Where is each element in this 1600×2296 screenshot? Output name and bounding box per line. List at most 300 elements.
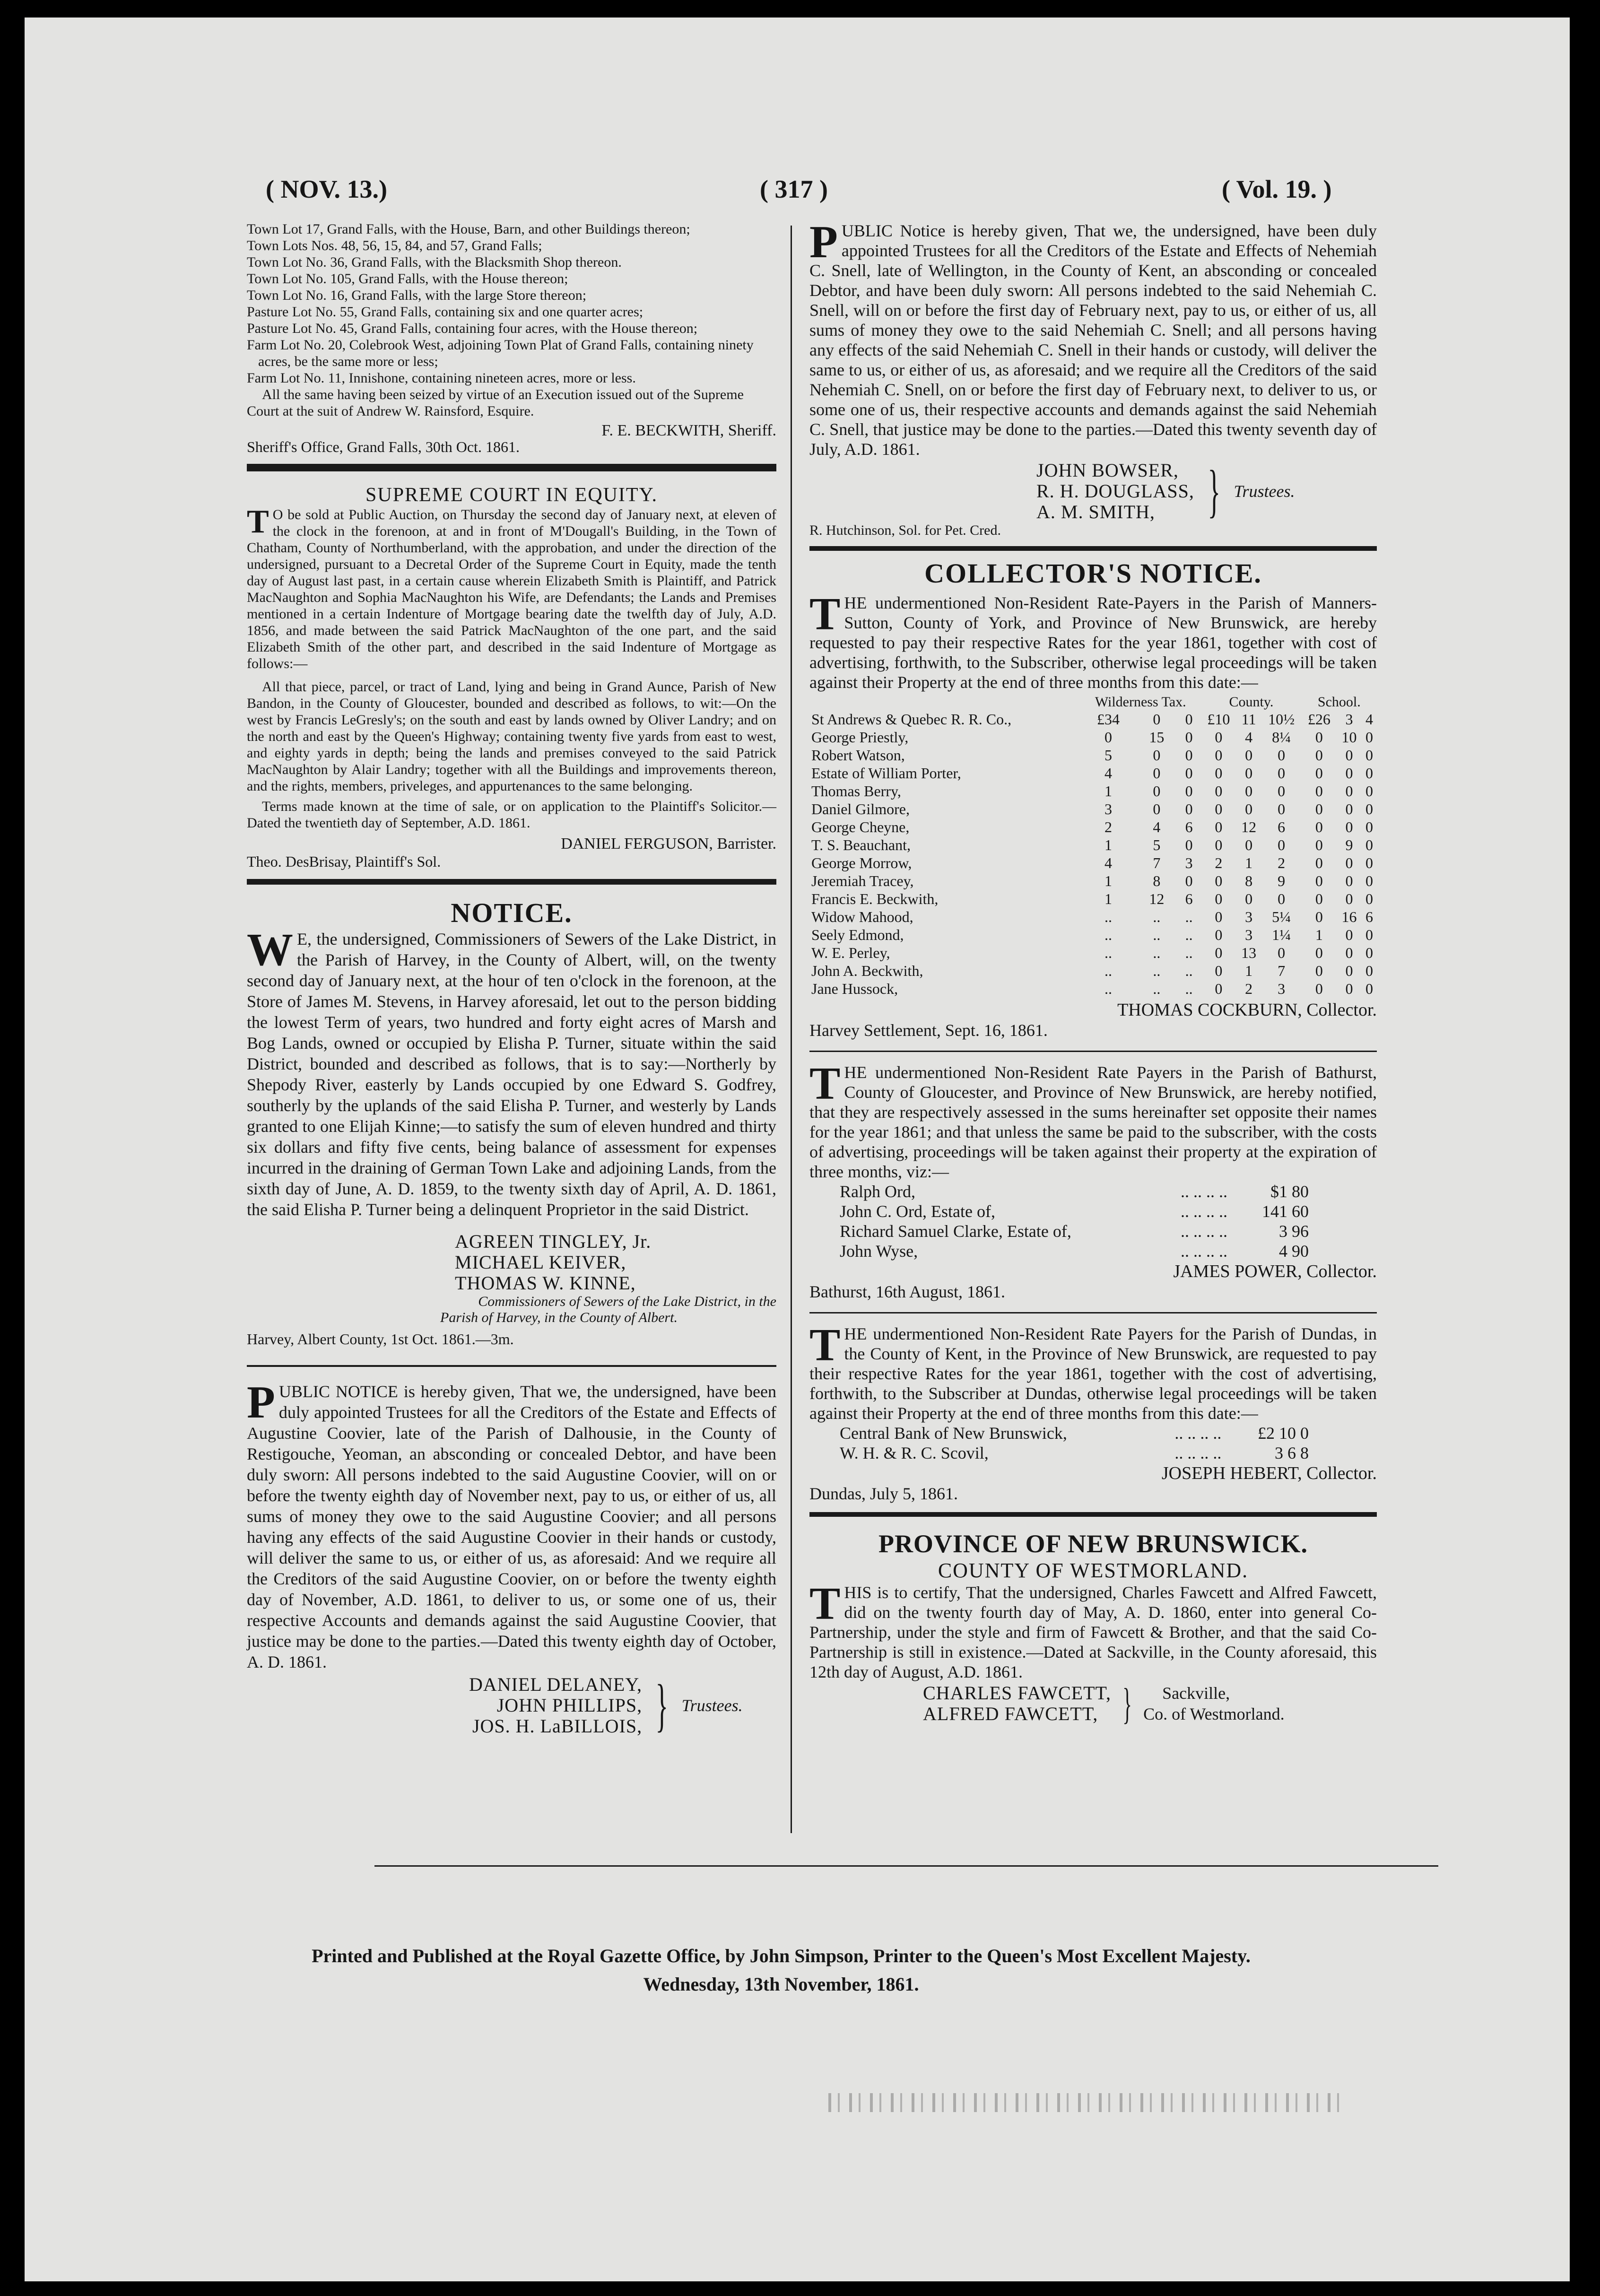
- rate-amount: 16: [1341, 908, 1357, 925]
- notice-body: HE undermentioned Non-Resident Rate-Payers in the Parish of Manners-Sutton, County of York, and Province of New Brunswick, are hereby requested to pay their respective Rates for the year 1861, together with cost of advertising, forthwith, to the Subscriber, otherwise legal proceedings will be taken against their Property at the end of three months from this date:—: [809, 593, 1377, 692]
- rate-amount: 3 6 8: [1275, 1444, 1309, 1462]
- sale-item: Town Lot 17, Grand Falls, with the House, Barn, and other Buildings thereon;: [247, 221, 690, 237]
- ratepayer-name: Central Bank of New Brunswick,: [840, 1424, 1067, 1443]
- table-row: [809, 872, 1377, 890]
- table-row: [809, 782, 1377, 800]
- bathurst-notice: [809, 1058, 1377, 1302]
- table-row: [809, 962, 1377, 980]
- rate-amount: ..: [1153, 908, 1161, 925]
- signer-name: AGREEN TINGLEY, Jr.: [455, 1231, 652, 1252]
- rate-amount: 0: [1365, 782, 1374, 800]
- bathurst-rates-table: [838, 1182, 1311, 1261]
- rate-amount: 0: [1345, 800, 1353, 818]
- rate-amount: 0: [1365, 926, 1374, 943]
- rate-amount: 3 96: [1279, 1222, 1309, 1241]
- rate-amount: 0: [1185, 782, 1193, 800]
- trustees-block: [469, 1674, 776, 1737]
- collector-signature: JAMES POWER, Collector.: [1173, 1261, 1377, 1281]
- commissioners-title: Parish of Harvey, in the County of Albert.: [440, 1310, 678, 1325]
- rate-amount: 0: [1315, 890, 1323, 907]
- rate-amount: 0: [1365, 872, 1374, 889]
- drop-cap: T: [809, 1058, 841, 1109]
- ratepayer-name: Ralph Ord,: [840, 1182, 915, 1201]
- rate-amount: 0: [1365, 944, 1374, 961]
- sheriff-dateline: Sheriff's Office, Grand Falls, 30th Oct. 1861.: [247, 438, 520, 455]
- rate-amount: 0: [1278, 890, 1286, 907]
- rate-amount: ..: [1185, 962, 1193, 979]
- rate-amount: 0: [1345, 944, 1353, 961]
- rate-amount: 0: [1185, 872, 1193, 889]
- rate-amount: 0: [1345, 818, 1353, 835]
- leader-dots: .. .. .. ..: [1181, 1202, 1228, 1221]
- rate-amount: 1: [1104, 872, 1113, 889]
- leader-dots: .. .. .. ..: [1181, 1242, 1228, 1261]
- rate-amount: 6: [1185, 818, 1193, 835]
- trustee-name: JOHN PHILLIPS,: [496, 1695, 643, 1716]
- sheriff-sale-notice: [247, 221, 776, 455]
- rate-amount: 0: [1245, 800, 1253, 818]
- rate-amount: 0: [1345, 746, 1353, 764]
- collector-signature: THOMAS COCKBURN, Collector.: [1117, 1000, 1377, 1020]
- rate-amount: 0: [1215, 836, 1223, 853]
- rate-amount: 0: [1185, 728, 1193, 746]
- section-rule: [809, 1512, 1377, 1517]
- rate-amount: ..: [1104, 926, 1113, 943]
- rate-amount: 0: [1215, 944, 1223, 961]
- partner-place: Sackville,: [1162, 1684, 1230, 1703]
- rate-amount: 0: [1245, 890, 1253, 907]
- rate-amount: ..: [1153, 944, 1161, 961]
- rate-amount: 11: [1241, 710, 1256, 728]
- rate-amount: 1: [1245, 854, 1253, 871]
- commissioners-title: Commissioners of Sewers of the Lake District, in the: [478, 1294, 776, 1309]
- drop-cap: T: [247, 504, 269, 540]
- table-row: [809, 818, 1377, 836]
- rate-amount: 0: [1315, 944, 1323, 961]
- rate-amount: 0: [1215, 908, 1223, 925]
- notice-body: Terms made known at the time of sale, or on application to the Plaintiff's Solicitor.—Dated the twentieth day of September, A.D. 1861.: [247, 799, 776, 831]
- rate-amount: 0: [1215, 980, 1223, 997]
- rate-amount: 0: [1153, 764, 1161, 782]
- rate-amount: ..: [1104, 908, 1113, 925]
- sale-item: Town Lots Nos. 48, 56, 15, 84, and 57, Grand Falls;: [247, 238, 542, 253]
- drop-cap: P: [809, 217, 838, 268]
- ratepayer-name: Widow Mahood,: [811, 908, 913, 925]
- rate-amount: 12: [1149, 890, 1165, 907]
- table-row: [809, 764, 1377, 782]
- rate-amount: 0: [1315, 782, 1323, 800]
- rate-amount: 0: [1315, 854, 1323, 871]
- rate-amount: 3: [1185, 854, 1193, 871]
- section-rule: [809, 1051, 1377, 1052]
- rate-amount: 3: [1245, 926, 1253, 943]
- rate-amount: 0: [1104, 728, 1113, 746]
- rate-amount: 8: [1245, 872, 1253, 889]
- table-row: [838, 1443, 1311, 1463]
- rate-amount: 6: [1185, 890, 1193, 907]
- rate-amount: 0: [1315, 728, 1323, 746]
- ratepayer-name: George Morrow,: [811, 854, 912, 871]
- leader-dots: .. .. .. ..: [1181, 1222, 1228, 1241]
- rate-amount: 4: [1365, 710, 1374, 728]
- section-rule: [809, 546, 1377, 551]
- ratepayer-name: Daniel Gilmore,: [811, 800, 910, 818]
- ratepayer-name: John Wyse,: [840, 1242, 918, 1261]
- table-header-row: [809, 694, 1377, 710]
- table-row: [838, 1201, 1311, 1221]
- rate-amount: 0: [1278, 746, 1286, 764]
- rate-amount: 6: [1365, 908, 1374, 925]
- drop-cap: T: [809, 1320, 841, 1371]
- left-column: [247, 221, 776, 1737]
- rate-amount: 0: [1185, 764, 1193, 782]
- partner-name: CHARLES FAWCETT,: [923, 1682, 1111, 1704]
- bottom-rule: [374, 1865, 1438, 1867]
- ratepayer-name: John C. Ord, Estate of,: [840, 1202, 995, 1221]
- section-subheading: COUNTY OF WESTMORLAND.: [938, 1559, 1249, 1582]
- notice-body: O be sold at Public Auction, on Thursday the second day of January next, at eleven of the clock in the forenoon, at and in front of M'Dougall's Building, in the Town of Chatham, County of Northumberland, with the approbation, and under the direction of the undersigned, pursuant to a Decretal Order of the Supreme Court in Equity, made the tenth day of August last past, in a certain cause wherein Elizabeth Smith is Plaintiff, and Patrick MacNaughton and Sophia MacNaughton his Wife, are Defendants; the Lands and Premises mentioned in a certain Indenture of Mortgage bearing date the twelfth day of July, A.D. 1856, and made between the said Patrick MacNaughton of the one part, and the said Elizabeth Smith of the other part, and described in the said Indenture of Mortgage as follows:—: [247, 507, 776, 671]
- rate-amount: 0: [1365, 836, 1374, 853]
- table-row: [809, 854, 1377, 872]
- rate-amount: 0: [1185, 836, 1193, 853]
- rate-amount: 5¼: [1272, 908, 1291, 925]
- brace-glyph: }: [655, 1673, 669, 1738]
- rate-amount: ..: [1185, 926, 1193, 943]
- trustee-name: JOS. H. LaBILLOIS,: [472, 1715, 643, 1737]
- rate-amount: 0: [1345, 782, 1353, 800]
- sale-item: Farm Lot No. 11, Innishone, containing nineteen acres, more or less.: [247, 370, 636, 386]
- rate-amount: 0: [1365, 764, 1374, 782]
- rate-amount: 1: [1245, 962, 1253, 979]
- leader-dots: .. .. .. ..: [1174, 1424, 1222, 1443]
- rate-amount: 0: [1215, 728, 1223, 746]
- rate-amount: 10: [1341, 728, 1357, 746]
- table-row: [809, 728, 1377, 746]
- rate-amount: ..: [1185, 944, 1193, 961]
- rate-amount: 1: [1315, 926, 1323, 943]
- table-row: [809, 800, 1377, 818]
- rate-amount: 3: [1245, 908, 1253, 925]
- collector-notice: [809, 557, 1377, 1040]
- rate-amount: 5: [1104, 746, 1113, 764]
- section-rule: [809, 1312, 1377, 1313]
- rate-amount: 0: [1345, 962, 1353, 979]
- bleed-through-marks: [828, 2093, 1348, 2112]
- rate-amount: 0: [1245, 764, 1253, 782]
- sale-item: Pasture Lot No. 55, Grand Falls, containing six and one quarter acres;: [247, 304, 643, 320]
- rate-amount: 4 90: [1279, 1242, 1309, 1261]
- brace-glyph: }: [1208, 459, 1221, 523]
- rate-amount: 1¼: [1272, 926, 1291, 943]
- volume-number: ( Vol. 19. ): [1222, 175, 1332, 203]
- rate-amount: 13: [1241, 944, 1257, 961]
- rate-amount: $1 80: [1270, 1182, 1309, 1201]
- rate-amount: 0: [1215, 818, 1223, 835]
- column-header: Wilderness Tax.: [1095, 694, 1186, 710]
- partner-name: ALFRED FAWCETT,: [923, 1703, 1098, 1724]
- drop-cap: T: [809, 589, 841, 640]
- rate-amount: 0: [1215, 746, 1223, 764]
- rate-amount: 0: [1365, 818, 1374, 835]
- table-row: [809, 944, 1377, 962]
- rate-amount: 0: [1315, 872, 1323, 889]
- rate-amount: 0: [1215, 764, 1223, 782]
- rate-amount: 1: [1104, 836, 1113, 853]
- rate-amount: 9: [1278, 872, 1286, 889]
- sale-closing: All the same having been seized by virtue of an Execution issued out of the Supreme Court at the suit of Andrew W. Rainsford, Esquire.: [247, 387, 744, 419]
- rates-table: [809, 694, 1377, 998]
- table-row: [838, 1221, 1311, 1241]
- section-heading: COLLECTOR'S NOTICE.: [924, 558, 1262, 589]
- rate-amount: 0: [1315, 800, 1323, 818]
- notice-body: HE undermentioned Non-Resident Rate Payers for the Parish of Dundas, in the County of Kent, in the Province of New Brunswick, are requested to pay their respective Rates for the year 1861, together with the cost of advertising, forthwith, to the Subscriber at Dundas, otherwise legal proceedings will be taken against their Property at the end of three months from this date:—: [809, 1324, 1377, 1423]
- rate-amount: 0: [1215, 782, 1223, 800]
- section-heading: SUPREME COURT IN EQUITY.: [365, 484, 658, 506]
- notice-body: E, the undersigned, Commissioners of Sewers of the Lake District, in the Parish of Harvey, in the County of Albert, will, on the twenty second day of January next, at the hour of ten o'clock in the forenoon, at the Store of James M. Stevens, in Harvey aforesaid, let out to the person bidding the lowest Term of years, two hundred and forty eight acres of Marsh and Bog Lands, owned or occupied by Elisha P. Turner, situate within the said District, bounded and described as follows, that is to say:—Northerly by Shepody River, easterly by Lands occupied by one Edward S. Godfrey, southerly by the uplands of the said Elisha P. Turner, and westerly by Lands granted to one Elijah Kinne;—to satisfy the sum of eleven hundred and thirty six dollars and fifty five cents, being balance of assessment for expenses incurred in the draining of German Town Lake and adjoining Lands, from the sixth day of June, A. D. 1859, to the twenty sixth day of April, A. D. 1861, the said Elisha P. Turner being a delinquent Proprietor in the said District.: [247, 930, 776, 1219]
- rate-amount: 0: [1345, 764, 1353, 782]
- dundas-notice: [809, 1320, 1377, 1504]
- partners-signature: [923, 1679, 1377, 1728]
- sewers-notice: [247, 897, 776, 1348]
- rate-amount: ..: [1185, 908, 1193, 925]
- rate-amount: 0: [1185, 800, 1193, 818]
- ratepayer-name: Jane Hussock,: [811, 980, 898, 997]
- rate-amount: 12: [1241, 818, 1257, 835]
- rate-amount: 4: [1104, 854, 1113, 871]
- notice-body: HE undermentioned Non-Resident Rate Payers in the Parish of Bathurst, County of Gloucester, and Province of New Brunswick, are hereby notified, that they are respectively assessed in the sums hereinafter set opposite their names for the year 1861; and that unless the same be paid to the subscriber, with the costs of advertising, proceedings will be taken against their property at the expiration of three months, viz:—: [809, 1063, 1377, 1181]
- rate-amount: 0: [1153, 800, 1161, 818]
- column-header: County.: [1229, 694, 1274, 710]
- rate-amount: 0: [1365, 800, 1374, 818]
- ratepayer-name: George Priestly,: [811, 728, 909, 746]
- rate-amount: 1: [1104, 782, 1113, 800]
- rate-amount: 0: [1365, 962, 1374, 979]
- sale-item: Farm Lot No. 20, Colebrook West, adjoining Town Plat of Grand Falls, containing ninety acres, be the same more or less;: [247, 337, 754, 369]
- section-rule: [247, 464, 776, 471]
- rate-amount: 0: [1278, 800, 1286, 818]
- ratepayer-name: W. E. Perley,: [811, 944, 890, 961]
- sale-item: Town Lot No. 16, Grand Falls, with the large Store thereon;: [247, 287, 587, 303]
- rate-amount: £2 10 0: [1258, 1424, 1309, 1443]
- trustees-label: Trustees.: [1234, 482, 1295, 501]
- table-row: [809, 836, 1377, 854]
- rate-amount: 0: [1315, 746, 1323, 764]
- rate-amount: 10½: [1268, 710, 1295, 728]
- rate-amount: 0: [1365, 890, 1374, 907]
- signer-name: MICHAEL KEIVER,: [455, 1252, 626, 1273]
- rate-amount: ..: [1185, 980, 1193, 997]
- right-column: [809, 217, 1377, 1728]
- rate-amount: 2: [1245, 980, 1253, 997]
- rate-amount: 0: [1215, 800, 1223, 818]
- collector-dateline: Harvey Settlement, Sept. 16, 1861.: [809, 1021, 1048, 1040]
- sale-item: Town Lot No. 105, Grand Falls, with the House thereon;: [247, 271, 568, 287]
- section-rule: [247, 1365, 776, 1367]
- ratepayer-name: Jeremiah Tracey,: [811, 872, 914, 889]
- section-rule: [247, 879, 776, 885]
- dundas-rates-table: [838, 1423, 1311, 1463]
- rate-amount: 0: [1278, 782, 1286, 800]
- rate-amount: 0: [1315, 980, 1323, 997]
- rate-amount: 0: [1365, 746, 1374, 764]
- rate-amount: ..: [1104, 980, 1113, 997]
- barrister-signature: DANIEL FERGUSON, Barrister.: [561, 835, 776, 852]
- ratepayer-name: George Cheyne,: [811, 818, 910, 835]
- page-number: ( 317 ): [760, 175, 828, 203]
- rate-amount: 2: [1278, 854, 1286, 871]
- rate-amount: 4: [1153, 818, 1161, 835]
- running-head: [25, 174, 1570, 208]
- table-row: [838, 1182, 1311, 1201]
- rate-amount: 15: [1149, 728, 1165, 746]
- rate-amount: 2: [1215, 854, 1223, 871]
- rate-amount: 0: [1315, 764, 1323, 782]
- rate-amount: £26: [1307, 710, 1330, 728]
- sale-item: Pasture Lot No. 45, Grand Falls, containing four acres, with the House thereon;: [247, 321, 698, 336]
- rate-amount: 0: [1153, 710, 1161, 728]
- notice-body: HIS is to certify, That the undersigned, Charles Fawcett and Alfred Fawcett, did on the twenty fourth day of May, A. D. 1860, enter into general Co-Partnership, under the style and firm of Fawcett & Brother, and that the said Co-Partnership is still in existence.—Dated at Sackville, in the County aforesaid, this 12th day of August, A.D. 1861.: [809, 1583, 1377, 1681]
- rate-amount: 9: [1345, 836, 1353, 853]
- trustees-label: Trustees.: [681, 1696, 743, 1715]
- ratepayer-name: T. S. Beauchant,: [811, 836, 911, 853]
- imprint-date: Wednesday, 13th November, 1861.: [643, 1974, 919, 1995]
- table-row: [809, 710, 1377, 728]
- rate-amount: 7: [1153, 854, 1161, 871]
- rate-amount: ..: [1153, 980, 1161, 997]
- rate-amount: 0: [1245, 782, 1253, 800]
- drop-cap: P: [247, 1377, 275, 1428]
- rate-amount: 3: [1345, 710, 1353, 728]
- rate-amount: £34: [1097, 710, 1120, 728]
- rate-amount: 2: [1104, 818, 1113, 835]
- rate-amount: 0: [1345, 980, 1353, 997]
- rate-amount: 0: [1315, 818, 1323, 835]
- rate-amount: 6: [1278, 818, 1286, 835]
- rate-amount: 0: [1215, 872, 1223, 889]
- rate-amount: 4: [1245, 728, 1253, 746]
- column-header: School.: [1317, 694, 1361, 710]
- partner-place: Co. of Westmorland.: [1143, 1705, 1285, 1723]
- rate-amount: 3: [1278, 980, 1286, 997]
- imprint-line: Printed and Published at the Royal Gazette Office, by John Simpson, Printer to the Queen's Most Excellent Majesty.: [312, 1945, 1251, 1966]
- rate-amount: £10: [1207, 710, 1230, 728]
- trustee-name: A. M. SMITH,: [1036, 501, 1155, 522]
- trustees-block: [1036, 460, 1377, 522]
- dundas-dateline: Dundas, July 5, 1861.: [809, 1484, 958, 1503]
- notice-body: UBLIC NOTICE is hereby given, That we, the undersigned, have been duly appointed Trustees for all the Creditors of the Estate and Effects of Augustine Coovier, late of the Parish of Dalhousie, in the County of Restigouche, Yeoman, an absconding or concealed Debtor, and have been duly sworn: All persons indebted to the said Augustine Coovier, will on or before the twenty eighth day of November next, pay to us, or either of us, all sums of money they owe to the said Augustine Coovier; and all persons having any effects of the said Augustine Coovier in their hands or custody, will deliver the same to us, or either of us, as aforesaid: And we require all the Creditors of the said Augustine Coovier, on or before the twenty eighth day of November, A.D. 1861, to deliver to us, or some one of us, their respective Accounts and demands against the said Augustine Coovier, that justice may be done to the parties.—Dated this twenty eighth day of October, A. D. 1861.: [247, 1382, 776, 1671]
- rate-amount: 4: [1104, 764, 1113, 782]
- sheriff-signature: F. E. BECKWITH, Sheriff.: [601, 422, 776, 439]
- imprint-footer: [214, 1942, 1348, 1999]
- coovier-trustees-notice: [247, 1377, 776, 1738]
- section-heading: PROVINCE OF NEW BRUNSWICK.: [878, 1530, 1308, 1558]
- rate-amount: 0: [1153, 782, 1161, 800]
- rates-table-body: [809, 710, 1377, 998]
- ratepayer-name: W. H. & R. C. Scovil,: [840, 1444, 989, 1462]
- rate-amount: 0: [1245, 836, 1253, 853]
- sale-item: Town Lot No. 36, Grand Falls, with the Blacksmith Shop thereon.: [247, 254, 622, 270]
- rate-amount: 0: [1365, 728, 1374, 746]
- section-heading: NOTICE.: [451, 897, 573, 928]
- ratepayer-name: Richard Samuel Clarke, Estate of,: [840, 1222, 1071, 1241]
- rate-amount: 0: [1278, 944, 1286, 961]
- rate-amount: 0: [1365, 980, 1374, 997]
- rate-amount: 0: [1345, 872, 1353, 889]
- drop-cap: W: [247, 924, 293, 975]
- rate-amount: 0: [1278, 764, 1286, 782]
- solicitor-line: R. Hutchinson, Sol. for Pet. Cred.: [809, 522, 1001, 538]
- rate-amount: 141 60: [1262, 1202, 1309, 1221]
- rate-amount: 0: [1153, 746, 1161, 764]
- trustee-name: DANIEL DELANEY,: [469, 1674, 643, 1695]
- rate-amount: ..: [1153, 962, 1161, 979]
- supreme-court-notice: [247, 484, 776, 870]
- rate-amount: 8¼: [1272, 728, 1291, 746]
- notice-body: UBLIC Notice is hereby given, That we, the undersigned, have been duly appointed Trustees for all the Creditors of the Estate and Effects of Nehemiah C. Snell, late of Wellington, in the County of Kent, an absconding or concealed Debtor, and have been duly sworn: All persons indebted to the said Nehemiah C. Snell, will on or before the first day of February next, pay to us, or either of us, all sums of money they owe to the said Nehemiah C. Snell; and all persons having any effects of the said Nehemiah C. Snell in their hands or custody, will deliver the same to us, or either of us, as aforesaid; and we require all the Creditors of the said Nehemiah C. Snell, on or before the first day of February next, to deliver to us, or some one of us, their respective accounts and demands against the said Nehemiah C. Snell, that justice may be done to the parties.—Dated this twenty seventh day of July, A.D. 1861.: [809, 221, 1377, 459]
- rate-amount: ..: [1153, 926, 1161, 943]
- snell-trustees-notice: [809, 217, 1377, 539]
- rate-amount: 0: [1245, 746, 1253, 764]
- brace-glyph: }: [1122, 1679, 1132, 1728]
- table-row: [838, 1241, 1311, 1261]
- rate-amount: 0: [1278, 836, 1286, 853]
- notice-body: All that piece, parcel, or tract of Land, lying and being in Grand Aunce, Parish of New Bandon, in the County of Gloucester, bounded and described as follows, to wit:—On the west by Francis LeGresly's; on the south and east by lands owned by Oliver Landry; and on the north and east by the Queen's Highway; containing twenty five yards from east to west, and eighty yards in depth; being the lands and premises conveyed to the said Patrick MacNaughton by Alair Landry; together with all the Buildings and improvements thereon, and the rights, members, priveleges, and appurtenances to the same belonging.: [247, 679, 776, 794]
- rate-amount: 0: [1345, 854, 1353, 871]
- drop-cap: T: [809, 1578, 841, 1629]
- sewers-dateline: Harvey, Albert County, 1st Oct. 1861.—3m.: [247, 1331, 514, 1348]
- table-row: [838, 1423, 1311, 1443]
- rate-amount: 5: [1153, 836, 1161, 853]
- rate-amount: 0: [1315, 908, 1323, 925]
- rate-amount: 0: [1215, 890, 1223, 907]
- rate-amount: 0: [1215, 962, 1223, 979]
- rate-amount: 0: [1345, 926, 1353, 943]
- rate-amount: 0: [1215, 926, 1223, 943]
- ratepayer-name: Robert Watson,: [811, 746, 905, 764]
- table-row: [809, 926, 1377, 944]
- ratepayer-name: Thomas Berry,: [811, 782, 901, 800]
- rate-amount: 0: [1365, 854, 1374, 871]
- table-row: [809, 908, 1377, 926]
- leader-dots: .. .. .. ..: [1174, 1444, 1222, 1462]
- rate-amount: ..: [1104, 962, 1113, 979]
- rate-amount: 0: [1345, 890, 1353, 907]
- ratepayer-name: Francis E. Beckwith,: [811, 890, 939, 907]
- collector-signature: JOSEPH HEBERT, Collector.: [1161, 1463, 1377, 1483]
- ratepayer-name: St Andrews & Quebec R. R. Co.,: [811, 710, 1012, 728]
- rate-amount: 8: [1153, 872, 1161, 889]
- table-row: [809, 890, 1377, 908]
- rate-amount: 7: [1278, 962, 1286, 979]
- copartnership-notice: [809, 1529, 1377, 1728]
- rate-amount: 0: [1185, 710, 1193, 728]
- rate-amount: ..: [1104, 944, 1113, 961]
- rate-amount: 0: [1185, 746, 1193, 764]
- ratepayer-name: John A. Beckwith,: [811, 962, 923, 979]
- signer-name: THOMAS W. KINNE,: [455, 1272, 636, 1294]
- trustee-name: JOHN BOWSER,: [1036, 460, 1179, 481]
- table-row: [809, 746, 1377, 764]
- bathurst-dateline: Bathurst, 16th August, 1861.: [809, 1282, 1006, 1301]
- ratepayer-name: Estate of William Porter,: [811, 764, 961, 782]
- issue-date: ( NOV. 13.): [266, 175, 388, 203]
- leader-dots: .. .. .. ..: [1181, 1182, 1228, 1201]
- rate-amount: 0: [1315, 962, 1323, 979]
- rate-amount: 0: [1315, 836, 1323, 853]
- column-divider: [791, 226, 792, 1833]
- rate-amount: 3: [1104, 800, 1113, 818]
- commissioners-signatures: [455, 1231, 776, 1294]
